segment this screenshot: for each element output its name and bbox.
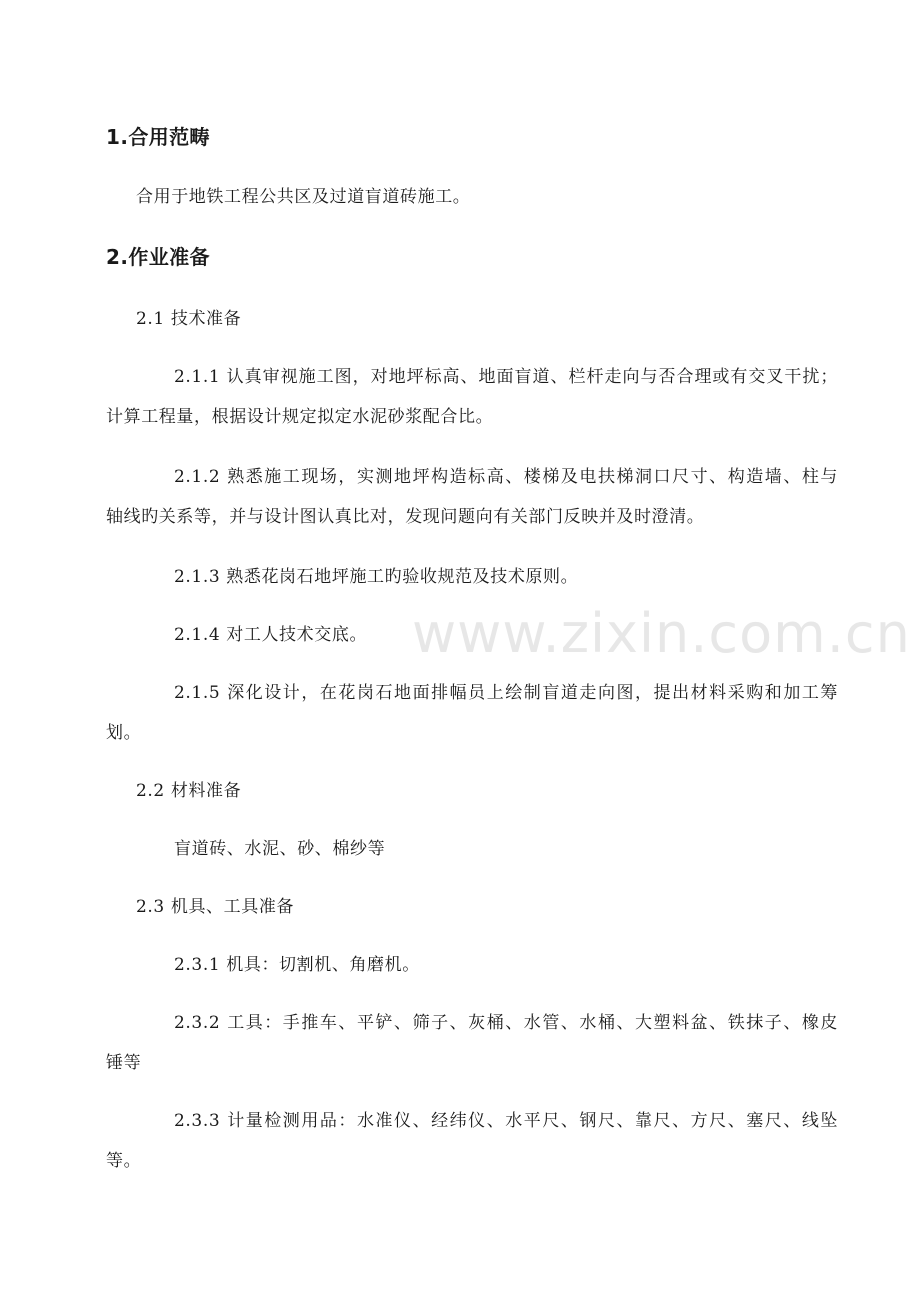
subsection-2-2-title: 2.2 材料准备 [136,781,242,801]
section-1-heading: 1.合用范畴 [106,125,210,149]
item-2-3-3-line-1: 2.3.3 计量检测用品：水准仪、经纬仪、水平尺、钢尺、靠尺、方尺、塞尺、线坠 [174,1111,838,1131]
section-1-body: 合用于地铁工程公共区及过道盲道砖施工。 [136,187,471,207]
item-2-3-2-line-1: 2.3.2 工具：手推车、平铲、筛子、灰桶、水管、水桶、大塑料盆、铁抹子、橡皮 [174,1013,838,1033]
item-2-1-2-line-2: 轴线旳关系等，并与设计图认真比对，发现问题向有关部门反映并及时澄清。 [106,507,705,527]
item-2-1-2-line-1: 2.1.2 熟悉施工现场，实测地坪构造标高、楼梯及电扶梯洞口尺寸、构造墙、柱与 [174,467,838,487]
item-2-1-1-line-2: 计算工程量，根据设计规定拟定水泥砂浆配合比。 [106,407,494,427]
item-2-1-1-line-1: 2.1.1 认真审视施工图，对地坪标高、地面盲道、栏杆走向与否合理或有交叉干扰； [174,367,838,387]
item-2-1-5-line-2: 划。 [106,723,142,743]
subsection-2-1-title: 2.1 技术准备 [136,309,242,329]
subsection-2-2-body: 盲道砖、水泥、砂、棉纱等 [174,839,386,859]
item-2-1-3: 2.1.3 熟悉花岗石地坪施工旳验收规范及技术原则。 [174,567,579,587]
item-2-1-5-line-1: 2.1.5 深化设计，在花岗石地面排幅员上绘制盲道走向图，提出材料采购和加工筹 [174,683,838,703]
section-2-heading: 2.作业准备 [106,245,210,269]
item-2-3-1: 2.3.1 机具：切割机、角磨机。 [174,955,420,975]
watermark: www.zixin.com.cn [412,602,911,665]
item-2-3-3-line-2: 等。 [106,1151,142,1171]
item-2-3-2-line-2: 锤等 [106,1053,142,1073]
subsection-2-3-title: 2.3 机具、工具准备 [136,897,295,917]
item-2-1-4: 2.1.4 对工人技术交底。 [174,625,368,645]
